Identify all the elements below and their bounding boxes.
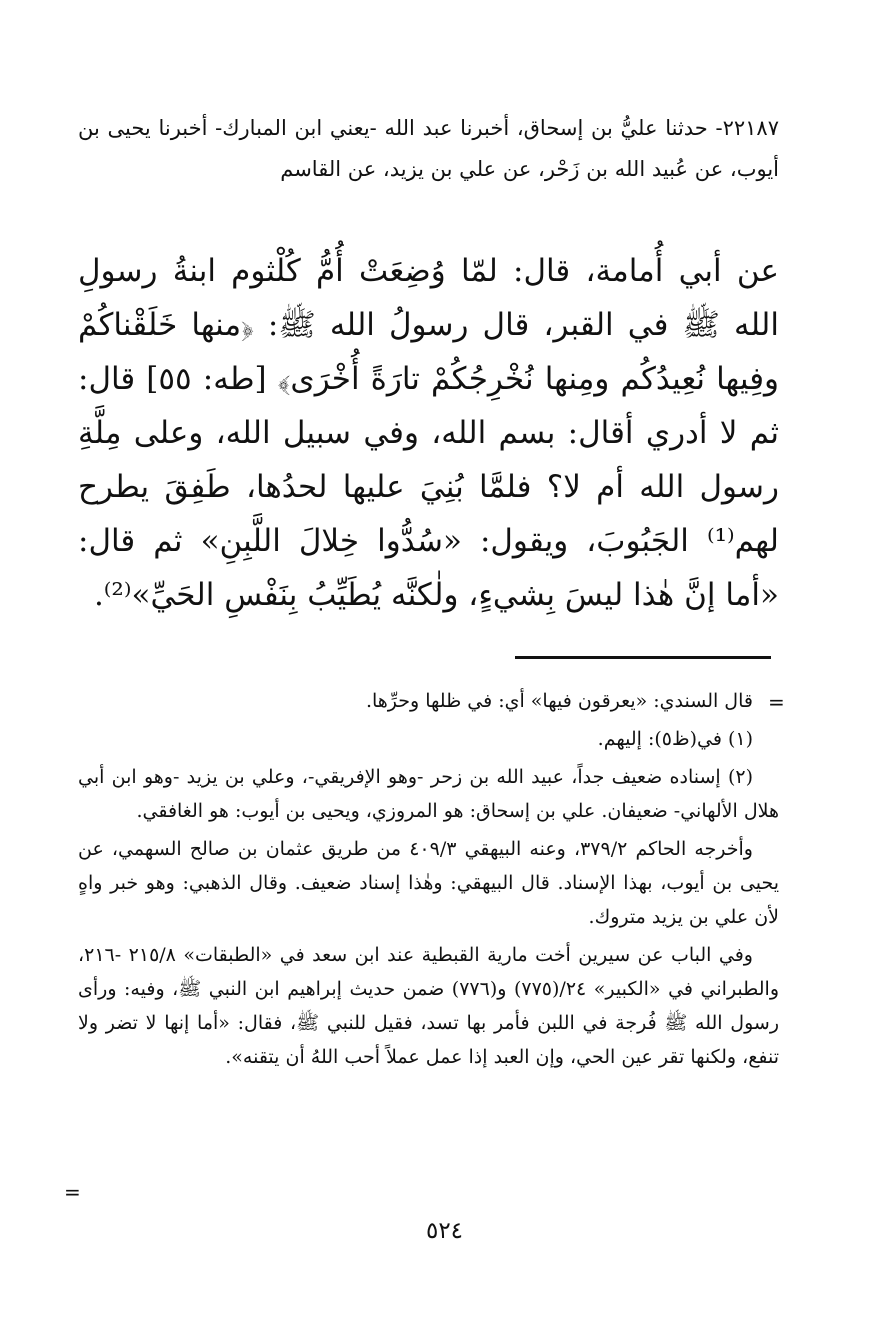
footnote-separator [515, 656, 771, 659]
footnote-2: (٢) إسناده ضعيف جداً، عبيد الله بن زحر -وهو الإفريقي-، وعلي بن يزيد -وهو ابن أبي هلال الألهاني- ضعيفان. علي بن إسحاق: هو المروزي، ويحيى بن أيوب: هو الغافقي. [78, 766, 779, 822]
hadith-text: عن أبي أُمامة، قال: لمّا وُضِعَتْ أُمُّ كُلْثوم ابنةُ رسولِ الله ﷺ في القبر، قال رسولُ الله ﷺ: ﴿منها خَلَقْناكُمْ وفِيها نُعِيدُكُم ومِنها نُخْرِجُكُمْ تارَةً أُخْرَى﴾ [طه: ٥٥] قال: ثم لا أدري أقال: بسم الله، وفي سبيل الله، وعلى مِلَّةِ رسول الله أم لا؟ فلمَّا بُنِيَ عليها لحدُها، طَفِقَ يطرح لهم⁽¹⁾ الجَبُوبَ، ويقول: «سُدُّوا خِلالَ اللَّبِنِ» ثم قال: «أما إنَّ هٰذا ليسَ بِشيءٍ، ولٰكنَّه يُطَيِّبُ بِنَفْسِ الحَيِّ»⁽²⁾. [78, 253, 779, 613]
footnote-2-paragraph-3: وفي الباب عن سيرين أخت مارية القبطية عند ابن سعد في «الطبقات» ٢١٥/٨ -٢١٦، والطبراني في «الكبير» ٢٤/(٧٧٥) و(٧٧٦) ضمن حديث إبراهيم ابن النبي ﷺ، وفيه: ورأى رسول الله ﷺ فُرجة في اللبن فأمر بها تسد، فقيل للنبي ﷺ، فقال: «أما إنها لا تضر ولا تنفع، ولكنها تقر عين الحي، وإن العبد إذا عمل عملاً أحب اللهُ أن يتقنه». [78, 944, 779, 1068]
footnote-1: (١) في(ظ٥): إليهم. [597, 728, 753, 750]
hadith-text-block [78, 244, 779, 622]
page-number: ٥٢٤ [425, 1218, 464, 1244]
footnotes-block [78, 684, 779, 1078]
continues-mark: = [64, 1180, 81, 1204]
footnote-2-paragraph-2: وأخرجه الحاكم ٣٧٩/٢، وعنه البيهقي ٤٠٩/٣ من طريق عثمان بن صالح السهمي، عن يحيى بن أيوب، بهذا الإسناد. قال البيهقي: وهٰذا إسناد ضعيف. وقال الذهبي: وهو خبر واهٍ لأن علي بن يزيد متروك. [78, 838, 779, 928]
footnote-carry-over: قال السندي: «يعرقون فيها» أي: في ظلها وحرِّها. [365, 690, 753, 712]
hadith-chain-block [78, 108, 779, 190]
hadith-chain: ٢٢١٨٧- حدثنا عليُّ بن إسحاق، أخبرنا عبد الله -يعني ابن المبارك- أخبرنا يحيى بن أيوب، عن عُبيد الله بن زَحْر، عن علي بن يزيد، عن القاسم [78, 116, 779, 181]
continued-mark: = [768, 690, 785, 714]
